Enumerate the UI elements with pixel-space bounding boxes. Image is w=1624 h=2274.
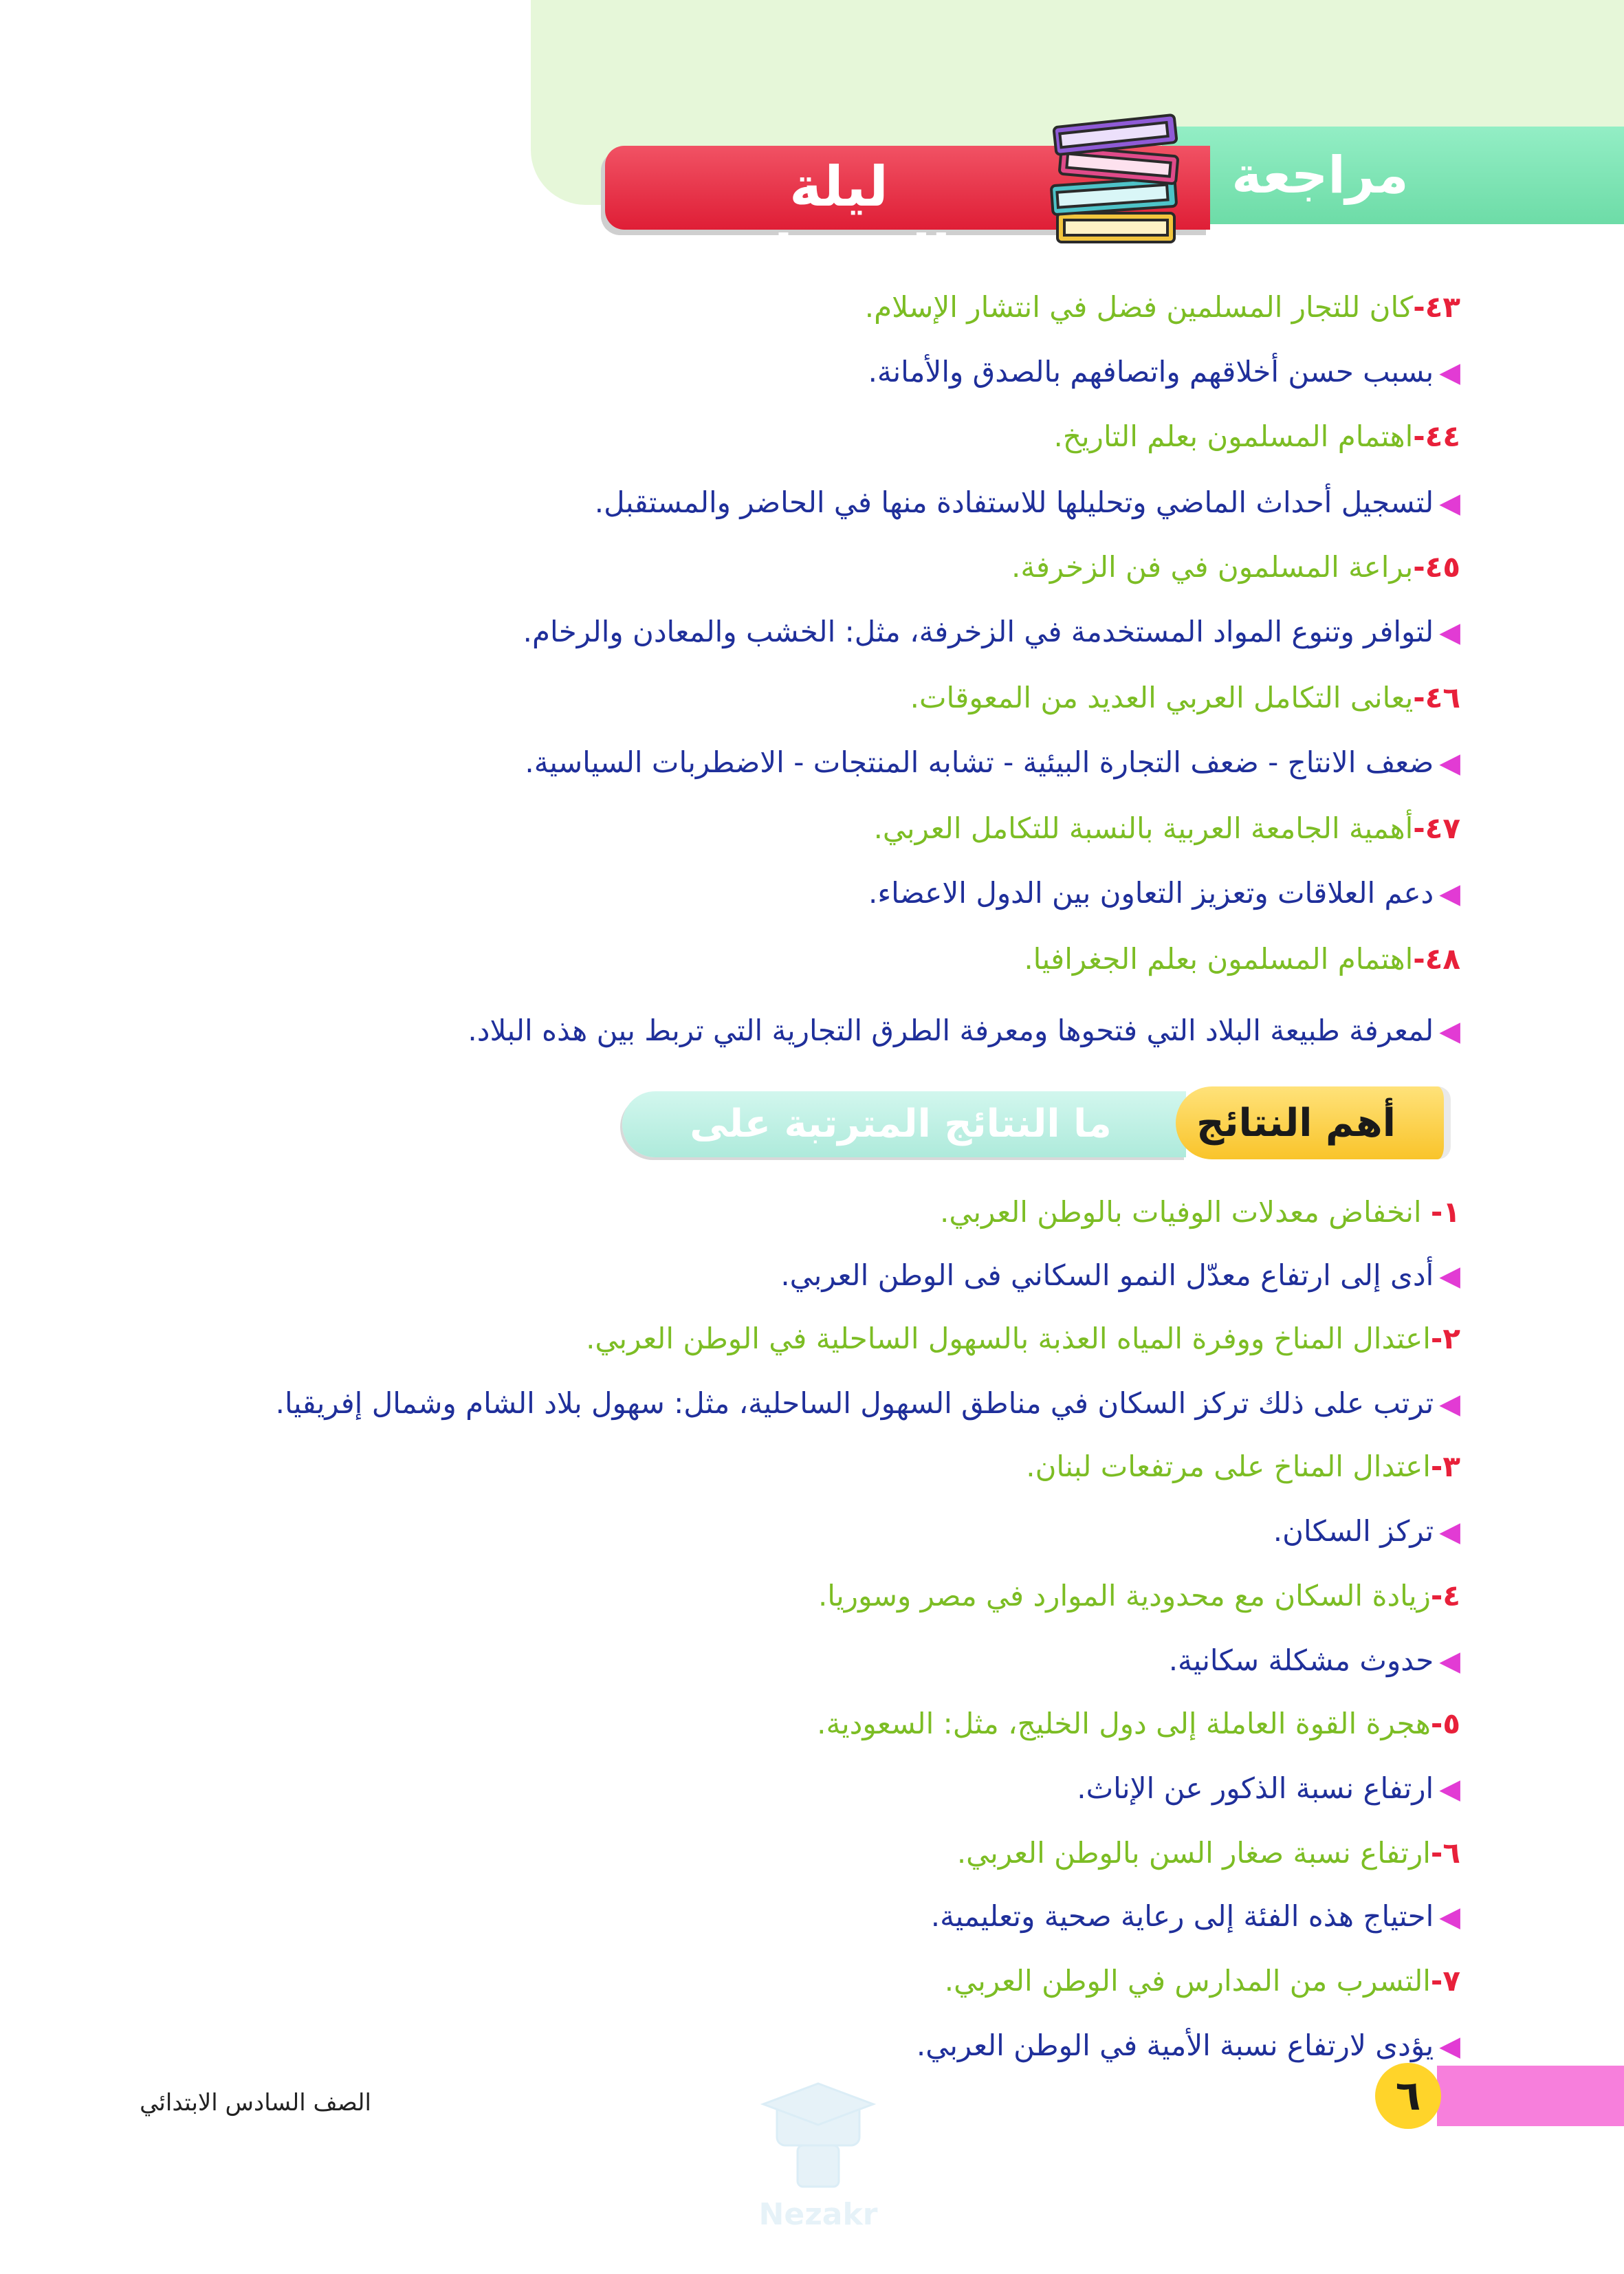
arrow-icon: ◀ — [1439, 1516, 1460, 1548]
item-number: ٤٥- — [1413, 550, 1460, 584]
arrow-icon: ◀ — [1439, 1388, 1460, 1420]
question-text: اهتمام المسلمون بعلم الجغرافيا. — [1024, 942, 1414, 976]
answer-text: دعم العلاقات وتعزيز التعاون بين الدول الاعضاء. — [868, 876, 1434, 910]
grade-label: الصف السادس الابتدائي — [140, 2089, 371, 2117]
answer-text: بسبب حسن أخلاقهم واتصافهم بالصدق والأمانة. — [868, 355, 1434, 389]
question-43 — [865, 278, 1460, 337]
arrow-icon: ◀ — [1439, 1016, 1460, 1047]
answer-44 — [595, 473, 1460, 532]
item-number: ٣- — [1430, 1450, 1460, 1483]
item-number: ١- — [1430, 1195, 1460, 1229]
answer-47 — [868, 864, 1460, 923]
question-text: اعتدال المناخ على مرتفعات لبنان. — [1026, 1450, 1431, 1483]
question-text: زيادة السكان مع محدودية الموارد في مصر وسوريا. — [818, 1579, 1431, 1612]
result-7-answer — [917, 2016, 1460, 2075]
result-3 — [1026, 1437, 1460, 1496]
question-45 — [1011, 538, 1460, 597]
item-number: ٢- — [1430, 1322, 1460, 1355]
question-44 — [1054, 407, 1460, 466]
question-text: يعانى التكامل العربي العديد من المعوقات. — [910, 681, 1414, 714]
question-48 — [1024, 930, 1460, 989]
answer-text: لمعرفة طبيعة البلاد التي فتحوها ومعرفة الطرق التجارية التي تربط بين هذه البلاد. — [468, 1014, 1434, 1047]
answer-text: ارتفاع نسبة الذكور عن الإناث. — [1077, 1771, 1434, 1805]
arrow-icon: ◀ — [1439, 357, 1460, 389]
answer-text: ضعف الانتاج - ضعف التجارة البيئية - تشابه المنتجات - الاضطربات السياسية. — [525, 745, 1434, 779]
item-number: ٤٦- — [1413, 681, 1460, 714]
arrow-icon: ◀ — [1439, 878, 1460, 910]
item-number: ٤- — [1430, 1579, 1460, 1612]
section-label: أهم النتائج — [1196, 1101, 1396, 1146]
arrow-icon: ◀ — [1439, 617, 1460, 648]
result-1 — [940, 1183, 1460, 1242]
arrow-icon: ◀ — [1439, 1646, 1460, 1677]
result-6 — [957, 1824, 1460, 1883]
item-number: ٧- — [1430, 1964, 1460, 1998]
review-label: مراجعة — [1231, 146, 1409, 205]
answer-45 — [523, 602, 1460, 662]
arrow-icon: ◀ — [1439, 747, 1460, 779]
result-2-answer — [276, 1374, 1460, 1433]
section-question: ما النتائج المترتبة على ...؟ — [690, 1102, 1112, 1212]
page-number: ٦ — [1375, 2063, 1441, 2129]
answer-text: حدوث مشكلة سكانية. — [1168, 1643, 1434, 1677]
result-7 — [945, 1952, 1460, 2011]
question-text: ارتفاع نسبة صغار السن بالوطن العربي. — [956, 1836, 1431, 1870]
answer-text: احتياج هذه الفئة إلى رعاية صحية وتعليمية. — [930, 1899, 1434, 1933]
answer-text: تركز السكان. — [1273, 1514, 1434, 1548]
item-number: ٦- — [1430, 1836, 1460, 1870]
result-5-answer — [1077, 1759, 1460, 1818]
footer-band — [1437, 2066, 1624, 2126]
arrow-icon: ◀ — [1439, 1901, 1460, 1933]
watermark-logo-icon — [715, 2077, 921, 2242]
question-text: براعة المسلمون في فن الزخرفة. — [1011, 550, 1414, 584]
item-number: ٤٧- — [1413, 811, 1460, 845]
question-text: اعتدال المناخ ووفرة المياه العذبة بالسهول الساحلية في الوطن العربي. — [586, 1322, 1431, 1355]
result-2 — [586, 1309, 1460, 1368]
item-number: ٤٤- — [1413, 419, 1460, 453]
question-text: انخفاض معدلات الوفيات بالوطن العربي. — [940, 1195, 1431, 1229]
result-3-answer — [1273, 1502, 1460, 1561]
answer-43 — [868, 342, 1460, 402]
result-4-answer — [1169, 1631, 1460, 1690]
result-4 — [818, 1566, 1460, 1626]
question-text: التسرب من المدارس في الوطن العربي. — [944, 1964, 1431, 1998]
page-title: ليلة الامتحان — [727, 155, 951, 287]
question-47 — [874, 799, 1460, 858]
books-icon — [1037, 110, 1195, 251]
item-number: ٥- — [1430, 1707, 1460, 1740]
answer-text: لتوافر وتنوع المواد المستخدمة في الزخرفة، مثل: الخشب والمعادن والرخام. — [523, 615, 1434, 648]
answer-text: يؤدى لارتفاع نسبة الأمية في الوطن العربي. — [916, 2029, 1434, 2062]
answer-text: ترتب على ذلك تركز السكان في مناطق السهول الساحلية، مثل: سهول بلاد الشام وشمال إفريقيا. — [275, 1386, 1434, 1420]
question-text: اهتمام المسلمون بعلم التاريخ. — [1053, 419, 1414, 453]
question-text: أهمية الجامعة العربية بالنسبة للتكامل العربي. — [873, 811, 1414, 845]
result-5 — [817, 1694, 1460, 1753]
arrow-icon: ◀ — [1439, 488, 1460, 519]
result-6-answer — [931, 1887, 1460, 1946]
question-text: هجرة القوة العاملة إلى دول الخليج، مثل: السعودية. — [817, 1707, 1431, 1740]
question-46 — [910, 668, 1460, 728]
arrow-icon: ◀ — [1439, 1260, 1460, 1292]
arrow-icon: ◀ — [1439, 1773, 1460, 1805]
item-number: ٤٣- — [1413, 290, 1460, 324]
result-1-answer — [780, 1246, 1460, 1305]
answer-text: أدى إلى ارتفاع معدّل النمو السكاني فى الوطن العربي. — [780, 1258, 1434, 1292]
question-text: كان للتجار المسلمين فضل في انتشار الإسلام. — [864, 290, 1414, 324]
answer-text: لتسجيل أحداث الماضي وتحليلها للاستفادة منها في الحاضر والمستقبل. — [594, 485, 1434, 519]
answer-46 — [525, 733, 1460, 792]
item-number: ٤٨- — [1413, 942, 1460, 976]
svg-text:Nezakr: Nezakr — [758, 2197, 878, 2232]
arrow-icon: ◀ — [1439, 2031, 1460, 2062]
answer-48 — [468, 1001, 1460, 1060]
